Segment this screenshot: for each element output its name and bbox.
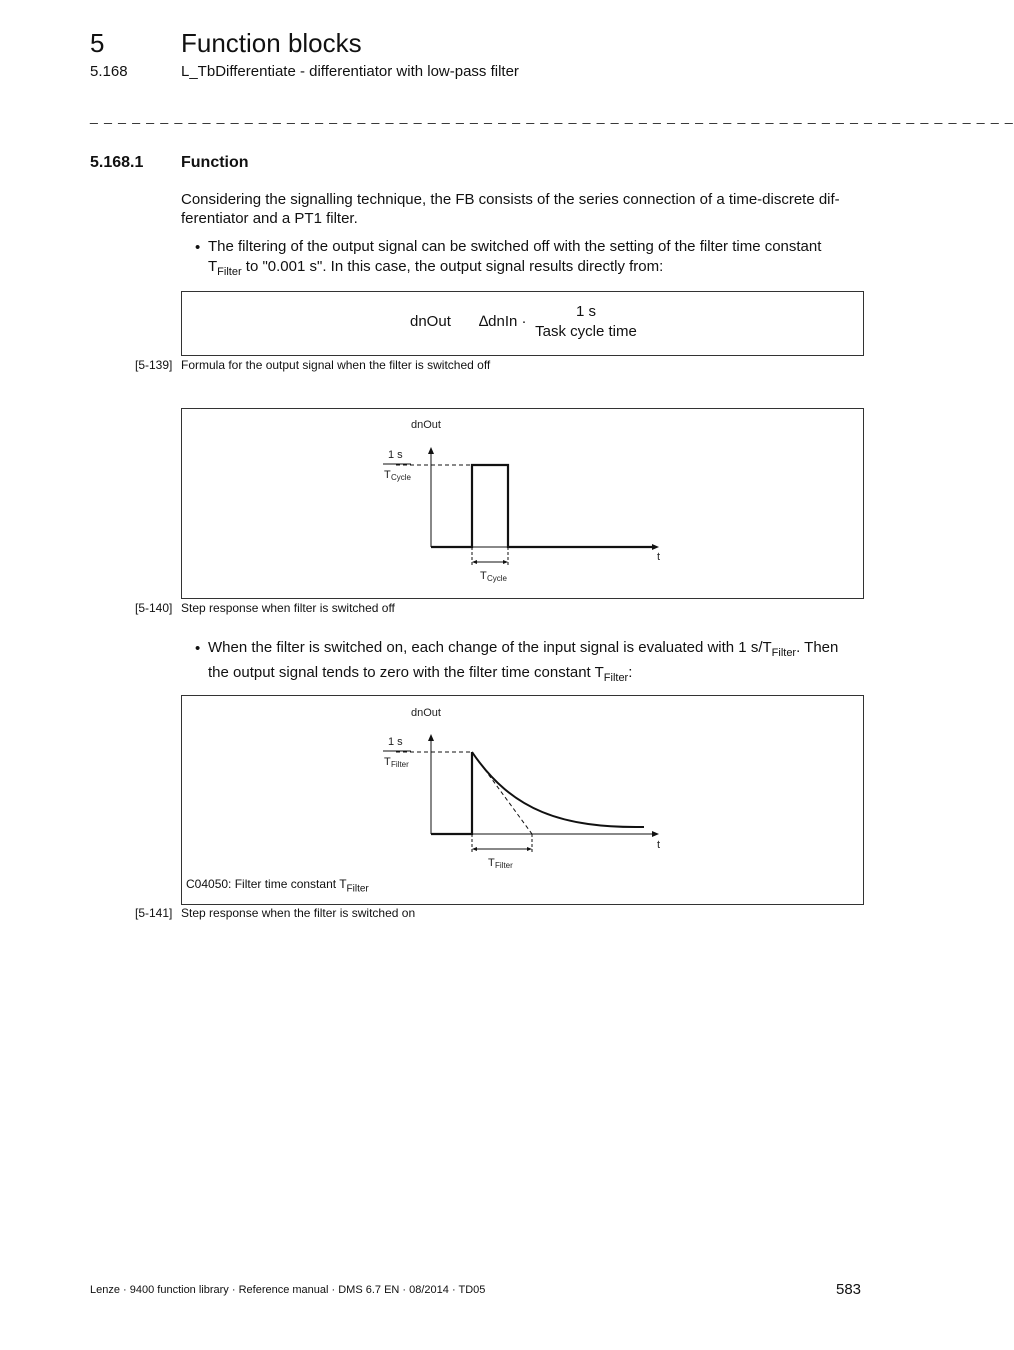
caption-number: [5-139] (135, 358, 173, 372)
caption-text: Step response when filter is switched off (181, 601, 395, 615)
pulse-signal (431, 465, 652, 547)
step-edge (431, 752, 472, 834)
x-label: t (657, 839, 661, 851)
caption-number: [5-141] (135, 906, 173, 920)
bullet-marker: • (195, 640, 201, 657)
bullet-marker: • (195, 239, 201, 256)
level-den-t: T (384, 756, 391, 768)
bullet1-sub: Filter (217, 266, 242, 278)
figure1-svg (182, 409, 863, 598)
bullet2-part1: When the filter is switched on, each change of the input signal is evaluated with 1 s/T (208, 639, 772, 656)
y-label: dnOut (411, 707, 441, 719)
caption-text: Step response when the filter is switched on (181, 906, 416, 920)
bullet2-part3: the output signal tends to zero with the filter time constant T (208, 664, 604, 681)
bullet-text-filter-off (208, 237, 868, 282)
caption-number: [5-140] (135, 601, 173, 615)
chapter-number: 5 (90, 28, 105, 58)
bullet2-sub2: Filter (603, 672, 629, 684)
width-arrow-right (503, 560, 508, 564)
parameter-note (186, 877, 369, 894)
bullet-text-filter-on (208, 638, 868, 688)
width-t: T (488, 857, 495, 869)
section-title: Function (181, 154, 249, 171)
bullet2-part4: : (628, 664, 633, 681)
section-number: 5.168.1 (90, 154, 144, 171)
width-arrow-left (472, 847, 477, 851)
x-axis-arrow (652, 831, 659, 837)
y-axis-arrow (428, 734, 434, 741)
formula-box (181, 291, 864, 356)
intro-paragraph: Considering the signalling technique, the FB consists of the series connection of a time-discrete dif-ferentiator and a PT1 filter. (181, 191, 840, 227)
formula-rhs: ∆dnIn · (479, 313, 527, 330)
figure-step-response-off (181, 408, 864, 599)
decay-curve (472, 752, 644, 827)
width-t: T (480, 570, 487, 582)
level-den-sub: Filter (391, 760, 409, 769)
subsection-number: 5.168 (90, 63, 128, 80)
bullet2-part2: . Then (796, 639, 839, 656)
bullet2-sub1: Filter (771, 647, 797, 659)
width-sub: Filter (495, 861, 513, 870)
bullet1-t: T (208, 258, 218, 275)
x-label: t (657, 551, 661, 563)
width-arrow-right (527, 847, 532, 851)
figure2-svg (182, 696, 863, 904)
formula-lhs: dnOut (410, 313, 451, 330)
y-axis-arrow (428, 447, 434, 454)
width-arrow-left (472, 560, 477, 564)
header-separator: _ _ _ _ _ _ _ _ _ _ _ _ _ _ _ _ _ _ _ _ _ _ _ _ _ _ _ _ _ _ _ _ _ _ _ _ _ _ _ _ _ _ _ _ _ _ _ _ _ _ _ _ _ _ _ _ _ _ _ _ _ _ _ _ _ _ (90, 108, 1014, 124)
footer-document-info: Lenze · 9400 function library · Reference manual · DMS 6.7 EN · 08/2014 · TD05 (90, 1284, 486, 1296)
level-numerator: 1 s (388, 449, 403, 461)
bullet1-line1: The filtering of the output signal can be switched off with the setting of the filter time constant (208, 238, 822, 255)
chapter-title: Function blocks (181, 28, 362, 58)
subsection-title: L_TbDifferentiate - differentiator with low-pass filter (181, 63, 519, 80)
figure-step-response-on (181, 695, 864, 905)
tangent-line (472, 752, 532, 834)
caption-text: Formula for the output signal when the filter is switched off (181, 358, 491, 372)
bullet1-line2: to "0.001 s". In this case, the output signal results directly from: (241, 258, 664, 275)
x-axis-arrow (652, 544, 659, 550)
formula-numerator: 1 s (575, 303, 596, 320)
level-den-sub: Cycle (391, 473, 412, 482)
y-label: dnOut (411, 419, 441, 431)
parameter-note-sub: Filter (346, 883, 369, 895)
width-sub: Cycle (487, 574, 508, 583)
formula-denominator: Task cycle time (535, 323, 637, 340)
level-numerator: 1 s (388, 736, 403, 748)
level-den-t: T (384, 469, 391, 481)
page-number: 583 (836, 1281, 862, 1298)
parameter-note-text: C04050: Filter time constant T (186, 877, 347, 891)
